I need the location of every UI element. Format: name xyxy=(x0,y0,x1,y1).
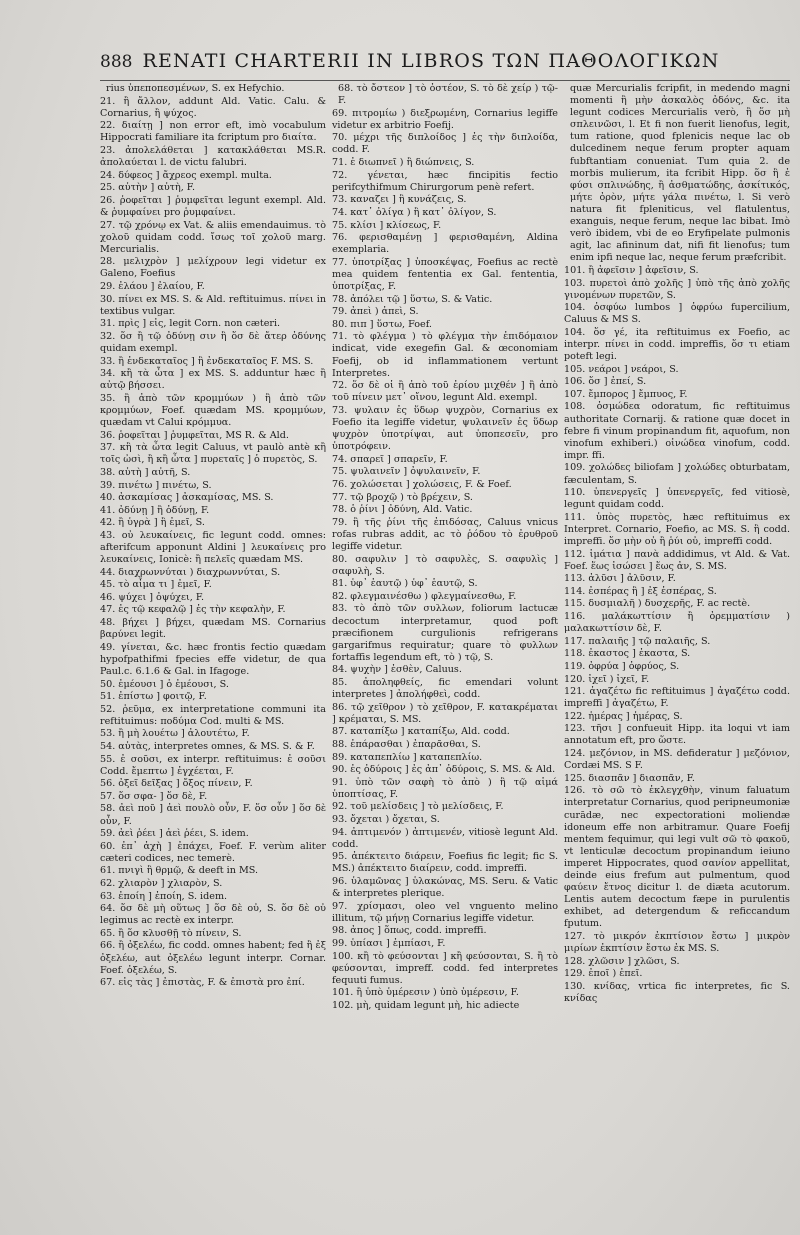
annotation-entry: 101. ἢ ἀφεῖσιν ] ἀφεῖσιν, S. xyxy=(564,264,699,276)
annotation-entry: 71. τὸ φλέγμα ) τὸ φλέγμα τὴν ἐπιδόμαιον indicat, vide exegefin Gal. & œconomiam Foefij, ob id inflammationem vertunt Interpretes. xyxy=(332,331,558,379)
annotation-entry: quæ Mercurialis fcripfit, in medendo magni momenti ἢ μὴν ἀσκαλὸς ὀδόνς, &c. ita legunt codices Mercurialis verò, ἢ ὅσ μὴ σπλεινῶσι, l. Et fi non fuerit lienofus, legit, tum ratione, quod fplenicis neque lac ob dulcedinem neque ferum propter aquam fubftantiam conueniat. Tum quia 2. de morbis mulierum, ita fcribit Hipp. ὅσ ἢ ἐ φύσι σπλινώδης, ἢ ἀσθματώδης, ἀσκίτικός, μήτε ὀρὸν, μήτε γάλα πινέτω, l. Si verò natura fit fpleniticus, vel flatulentus, exanguis, neque ferum, neque lac bibat. Imò verò ibidem, vbi de eo Eryfipelate pulmonis agit, lac afininum dat, nifi fit lienofus; tum enim ipfi neque lac, neque ferum præfcribit. xyxy=(570,83,790,264)
annotation-entry: 75. ψυλαινεῖν ] ὀψυλαινεῖν, F. xyxy=(332,466,481,478)
annotation-entry: 79. ἢ τῆς ῥίνι τῆς ἐπιδόσας, Caluus vnicus rofas rubras addit, ac τὸ ῥόδου τὸ ἐρυθροῦ legiffe videtur. xyxy=(332,516,558,552)
annotation-entry: 77. ὑποτρίξας ] ὑποσκέψας, Foefius ac rectè mea quidem fententia ex Gal. fententia, ὑποτρίξας, F. xyxy=(332,256,558,292)
annotation-entry: 71. ἐ διωπνεῖ ) ἢ διώπνεις, S. xyxy=(332,157,475,169)
annotation-entry: 56. ὀξεῖ δεῖξας ] ὄξος πίνειν, F. xyxy=(100,778,253,790)
annotation-entry: 113. ἀλῦσι ] ἀλῦσιν, F. xyxy=(564,573,676,585)
annotation-entry: 115. δυσμιαλῆ ) δυσχερῆς, F. ac rectè. xyxy=(564,598,751,610)
annotation-entry: 117. παλαιῆς ] τῷ παλαιῆς, S. xyxy=(564,635,711,647)
annotation-entry: 93. ὄχεται ) ὄχεται, S. xyxy=(332,814,440,826)
annotation-entry: 39. πινέτω ] πινέτω, S. xyxy=(100,479,212,491)
annotation-entry: 128. χλῶσιν ] χλῶσι, S. xyxy=(564,955,680,967)
annotation-entry: 33. ἢ ἐνδεκαταῖος ] ἢ ἐνδεκαταῖος F. MS. S. xyxy=(100,355,314,367)
annotation-entry: 46. ψύχει ] ὀψύχει, F. xyxy=(100,591,205,603)
annotation-entry: 130. κνίδας, vrtica fic interpretes, fic S. κνίδας xyxy=(564,980,790,1004)
annotation-entry: 48. βήχει ] βήχει, quædam MS. Cornarius βαρύνει legit. xyxy=(100,617,326,641)
annotation-entry: 106. ὅσ ] ἐπεί, S. xyxy=(564,376,647,388)
annotation-entry: 23. ἀπολελάθεται ] κατακλάθεται MS.R. ἀπολαύεται l. de victu falubri. xyxy=(100,144,326,169)
annotation-entry: 68. τὸ ὄστεον ] τὸ ὀστέον, S. τὸ δὲ χείρ ) τῷ-F. xyxy=(338,83,558,107)
annotation-entry: 31. πρὶς ] εἰς, legit Corn. non cæteri. xyxy=(100,318,281,330)
annotation-entry: 76. χολώσεται ] χολώσεις, F. & Foef. xyxy=(332,479,512,490)
text-columns xyxy=(100,83,790,1223)
annotation-entry: 82. φλεγμαινέσθω ) φλεγμαίνεσθω, F. xyxy=(332,590,517,602)
annotation-entry: 24. δύφεος ] ἄχρεος exempl. multa. xyxy=(100,169,272,181)
annotation-entry: 72. ὅσ δὲ οἱ ἢ ἀπὸ τοῦ ἐρίου μιχθέν ] ἢ ἀπὸ τοῦ πίνειν μετ᾽ οἴνου, legunt Ald. exempl. xyxy=(332,380,558,404)
annotation-entry: 112. ἱμάτια ] πανὰ addidimus, vt Ald. & Vat. Foef. ἕως ἰσώσει ] ἕως ἀν, S. MS. xyxy=(564,548,790,572)
annotation-entry: 126. τὸ σῶ τὸ ἐκλεγχθὴν, vinum faluatum interpretatur Cornarius, quod peripneumoniæ curādæ, nec expectorationi moliendæ idoneum effe non arbitramur. Quare Foefij mentem fequimur, qui legi vult σῶ τὸ φακοῦ, vt lenticulæ decoctum propinandum ieiuno imperet Hippocrates, quod σανίον appellitat, deinde eius frefum aut pulmentum, quod φαύειν ἔτνος dicitur l. de diæta acutorum. Lentis autem decoctum fæpe in purulentis exhibet, ad detergendum & reficcandum fputum. xyxy=(564,785,790,930)
annotation-entry: 104. ὀσφύω lumbos ] ὀφρύω fupercilium, Caluus & MS S. xyxy=(564,302,790,326)
annotation-entry: 114. ἐσπέρας ἢ ] ἐξ ἐσπέρας, S. xyxy=(564,585,717,597)
annotation-entry: 79. ἀπεὶ ) ἀπεὶ, S. xyxy=(332,306,419,318)
annotation-entry: 95. ἀπέκτειτο διάρειν, Foefius fic legit; fic S. MS.) ἀπέκτειτο διαίρειν, codd. impreffi. xyxy=(332,851,558,875)
annotation-entry: 69. πιτρομίω ) διεξρωμένη, Cornarius legiffe videtur ex arbitrio Foefij. xyxy=(332,107,558,131)
annotation-entry: 100. κἢ τὸ φεύσονται ] κἢ φεύσονται, S. ἢ τὸ φεύσονται, impreff. codd. fed interpretes fequuti fumus. xyxy=(332,950,558,986)
annotation-entry: 84. ψυχὴν ] ἐσθὲν, Caluus. xyxy=(332,664,462,676)
annotation-entry: 80. πιπ ] ὕστω, Foef. xyxy=(332,318,432,330)
annotation-entry: 42. ἢ ὑγρὰ ] ἢ ἐμεῖ, S. xyxy=(100,517,205,529)
annotation-entry: 74. σπαρεῖ ] σπαρεῖν, F. xyxy=(332,453,448,465)
annotation-entry: 63. ἐποίη ] ἐποίη, S. idem. xyxy=(100,890,228,902)
annotation-entry: 107. ἔμπορος ] ἔμπυος, F. xyxy=(564,388,688,400)
annotation-entry: 27. τῷ χρόνῳ ex Vat. & aliis emendauimus. τὸ χολοῦ quidam codd. ἴσως τοῖ χολοῦ marg. Mercurialis. xyxy=(100,219,326,255)
annotation-entry: 78. ὁ ῥίνι ] ὀδύνη, Ald. Vatic. xyxy=(332,504,473,516)
annotation-entry: 40. ἀσκαμίσας ] ἀσκαμίσας, MS. S. xyxy=(100,492,274,504)
annotation-entry: 77. τῷ βροχῷ ) τὸ βρέχειν, S. xyxy=(332,491,473,503)
annotation-entry: 35. ἢ ἀπὸ τῶν κρομμύων ) ἢ ἀπὸ τῶν κρομμύων, Foef. quædam MS. κρομμύων, quædam vt Calui κρόμμυα. xyxy=(100,392,326,429)
annotation-entry: 64. ὅσ δὲ μὴ οὕτως ] ὅσ δὲ οὐ, S. ὅσ δὲ οὐ legimus ac rectè ex interpr. xyxy=(100,903,326,927)
annotation-entry: 86. τῷ χεῖθρον ) τὸ χεῖθρον, F. κατακρέμαται ] κρέμαται, S. MS. xyxy=(332,701,558,725)
annotation-entry: 29. ἐλάου ] ἐλαίου, F. xyxy=(100,281,205,292)
running-title: RENATI CHARTERII IN LIBROS ΤΩΝ ΠΑΘΟΛΟΓΙΚΩΝ xyxy=(142,50,720,72)
annotation-entry: 78. ἀπόλει τῷ ] ὕστω, S. & Vatic. xyxy=(332,293,493,305)
annotation-entry: 125. διασπᾶν ] διασπᾶν, F. xyxy=(564,772,695,784)
annotation-entry: 89. καταπεπλίω ] καταπεπλίω. xyxy=(332,751,483,763)
annotation-entry: 43. οὐ λευκαίνεις, fic legunt codd. omnes: afterifcum apponunt Aldini ] λευκαίνεις pro λευκαίνεις, Ionicè: ἢ πελεῖς quædam MS. xyxy=(100,529,326,566)
annotation-entry: 62. χλιαρὸν ] χλιαρὸν, S. xyxy=(100,878,223,889)
annotation-entry: 28. μελιχρὸν ] μελίχρουν legi videtur ex Galeno, Foefius xyxy=(100,256,326,280)
annotation-entry: 65. ἢ ὅσ κλυσθῇ τὸ πίνειν, S. xyxy=(100,927,242,939)
annotation-entry: 52. ῥεῦμα, ex interpretatione communi ita reftituimus: ποδύμα Cod. multi & MS. xyxy=(100,703,326,727)
annotation-entry: 30. πίνει ex MS. S. & Ald. reftituimus. πίνει in textibus vulgar. xyxy=(100,293,326,317)
annotation-entry: 98. ἀπος ] ὅπως, codd. impreffi. xyxy=(332,925,487,937)
annotation-entry: 102. μὴ, quidam legunt μὴ, hic adiecte xyxy=(332,999,520,1011)
annotation-entry: 70. μέχρι τῆς διπλοίδος ] ἐς τὴν διπλοίδα, codd. F. xyxy=(332,132,558,156)
annotation-entry: 120. ἰχεῖ ) ἰχεῖ, F. xyxy=(564,673,650,685)
annotation-entry: 25. αὐτὴν ] αὐτὴ, F. xyxy=(100,182,196,194)
annotation-entry: 124. μεζόνιον, in MS. defideratur ] μεζόνιον, Cordæi MS. S F. xyxy=(564,748,790,772)
annotation-entry: 83. τὸ ἀπὸ τῶν συλλων, foliorum lactucæ decoctum interpretamur, quod poft præcifionem curgulionis refrigerans gargarifmus requiratur; quare τὸ φυλλων fortaffis legendum eft, τὸ ) τῷ, S. xyxy=(332,603,558,663)
annotation-entry: 21. ἢ ἄλλον, addunt Ald. Vatic. Calu. & Cornarius, ἢ ψύχος. xyxy=(100,95,326,119)
annotation-entry: 50. ἐμέουσι ] ὁ ἐμέουσι, S. xyxy=(100,678,229,690)
annotation-entry: 57. ὅσ σφα- ] ὅσ δὲ, F. xyxy=(100,790,208,802)
annotation-entry: 74. κατ᾽ ὀλίγα ) ἢ κατ᾽ ὀλίγον, S. xyxy=(332,206,497,218)
header-rule xyxy=(100,80,790,81)
annotation-entry: 51. ἐπίστω ] φοιτῷ, F. xyxy=(100,691,207,703)
annotation-entry: 99. ὑπίασι ] ἐμπίασι, F. xyxy=(332,937,446,949)
annotation-entry: 108. ὀσμώδεα odoratum, fic reftituimus authoritate Cornarij. & ratione quæ docet in febre fi vinum propinandum fit, aquofum, non vinofum exhiberi.) οἰνώδεα vinofum, codd. impr. ffi. xyxy=(564,401,790,461)
annotation-entry: 53. ἢ μὴ λουέτω ] ἀλουτέτω, F. xyxy=(100,728,250,740)
annotation-entry: 47. ἐς τῷ κεφαλῷ ] ἐς τὴν κεφαλὴν, F. xyxy=(100,604,286,616)
annotation-entry: 73. ψυλαιν ἐς ὕδωρ ψυχρὸν, Cornarius ex Foefio ita legiffe videtur, ψυλαινεῖν ἐς ὕδωρ ψυχρὸν ὑποτρίψαι, aut ὑποπεσεῖν, pro ὑποτρόφειν. xyxy=(332,404,558,453)
annotation-entry: rius ὑπεποπεσμένων, S. ex Hefychio. xyxy=(106,83,285,94)
annotation-entry: 60. ἐπ᾽ ἀχὴ ] ἐπάχει, Foef. F. verùm aliter cæteri codices, nec temerè. xyxy=(100,840,326,864)
annotation-entry: 116. μαλάκωττίσιν ἢ ὀρεμματίσιν ) μαλακωττίσιν δὲ, F. xyxy=(564,611,790,635)
annotation-entry: 45. τὸ αἷμα τι ] ἐμεῖ, F. xyxy=(100,579,212,591)
annotation-entry: 87. καταπίξω ] καταπίξω, Ald. codd. xyxy=(332,726,510,738)
annotation-entry: 123. τῆσι ] confueuit Hipp. ita loqui vt iam annotatum eft, pro ὥστε. xyxy=(564,723,790,747)
annotation-entry: 94. ἀπτιμενόν ) ἀπτιμενέν, vitiosè legunt Ald. codd. xyxy=(332,826,558,850)
annotation-entry: 97. χρίσμασι, oleo vel vnguento melino illitum, τῷ μήνῃ Cornarius legiffe videtur. xyxy=(332,900,558,924)
annotation-entry: 38. αὐτὴ ] αὐτῆ, S. xyxy=(100,466,191,478)
annotation-entry: 36. ῥοφεῖται ] ῥυμφεῖται, MS R. & Ald. xyxy=(100,429,289,441)
annotation-entry: 54. αὐτὰς, interpretes omnes, & MS. S. & F. xyxy=(100,740,315,752)
annotation-entry: 49. γίνεται, &c. hæc frontis fectio quædam hypofpathifmi fpecies effe videtur, de qua Paul.c. 6.1.6 & Gal. in Ifagoge. xyxy=(100,641,326,677)
page-header xyxy=(100,50,790,80)
annotation-entry: 88. ἐπάρασθαι ) ἐπαρᾶσθαι, S. xyxy=(332,738,481,750)
annotation-entry: 103. πυρετοὶ ἀπὸ χολῆς ] ὑπὸ τῆς ἀπὸ χολῆς γινομένων πυρετῶν, S. xyxy=(564,277,790,301)
annotation-entry: 85. ἀποληφθείς, fic emendari volunt interpretes ] ἀπολήφθεὶ, codd. xyxy=(332,677,558,701)
annotation-entry: 122. ἡμέρας ] ἡμέρας, S. xyxy=(564,710,683,722)
annotation-entry: 91. ὑπὸ τῶν σαφὴ τὸ ἀπὸ ) ἢ τῷ αἱμά ὑποπτίσας, F. xyxy=(332,776,558,800)
annotation-entry: 59. ἀεὶ ῥέει ] ἀεὶ ῥέει, S. idem. xyxy=(100,828,249,840)
annotation-entry: 67. εἰς τὰς ] ἐπιστὰς, F. & ἐπιστὰ pro ἐπί. xyxy=(100,977,305,989)
annotation-entry: 127. τὸ μικρόν ἐκπτίσιον ἔστω ] μικρὸν μιρίων ἐκπτίσιν ἔστω ἐκ MS. S. xyxy=(564,930,790,955)
annotation-entry: 92. τοῦ μελίσδεις ] τὸ μελίσδεις, F. xyxy=(332,801,504,813)
page-number: 888 xyxy=(100,52,133,72)
annotation-entry: 41. ὀδύνῃ ] ἢ ὀδύνῃ, F. xyxy=(100,504,210,516)
annotation-entry: 66. ἢ ὀξελέω, fic codd. omnes habent; fed ἢ ἐξ ὀξελέω, aut ὀξελέω legunt interpr. Cornar. Foef. ὀξελέω, S. xyxy=(100,940,326,976)
annotation-entry: 73. καναζει ] ἢ κυνάζεις, S. xyxy=(332,194,467,206)
annotation-entry: 96. ὑλαμῶνας ] ὑλακώνας, MS. Seru. & Vatic & interpretes plerique. xyxy=(332,876,558,900)
annotation-entry: 72. γένεται, hæc fincipitis fectio perifcythifmum Chirurgorum penè refert. xyxy=(332,169,558,193)
column-left xyxy=(100,83,326,1223)
annotation-entry: 101. ἢ ὑπὸ ὑμέρεσιν ) ὑπὸ ὑμέρεσιν, F. xyxy=(332,987,519,999)
annotation-entry: 22. διαίτῃ ] non error eft, imò vocabulum Hippocrati familiare ita fcriptum pro διαίτα. xyxy=(100,120,326,144)
annotation-entry: 32. ὅσ ἢ τῷ ὀδύνῃ σιν ἢ ὅσ δὲ ἄτερ ὀδύνης quidam exempl. xyxy=(100,330,326,354)
annotation-entry: 44. διαχρωννύται ) διαχρωννύται, S. xyxy=(100,566,281,578)
annotation-entry: 61. πνιγὶ ἢ θρμῷ, & deeft in MS. xyxy=(100,865,259,877)
annotation-entry: 119. ὀφρύα ] ὀφρύος, S. xyxy=(564,660,680,672)
annotation-entry: 129. ἐποῖ ) ἐπεῖ. xyxy=(564,968,643,980)
annotation-entry: 104. ὅσ γέ, ita reftituimus ex Foefio, ac interpr. πίνει in codd. impreffis, ὅσ τι etiam poteft legi. xyxy=(564,326,790,363)
annotation-entry: 26. ῥοφεῖται ] ῥυμφεῖται legunt exempl. Ald. & ῥυμφαίνει pro ῥυμφαίνει. xyxy=(100,194,326,218)
annotation-entry: 105. νεάροι ] νεάροι, S. xyxy=(564,363,679,375)
annotation-entry: 110. ὑπενεργεῖς ] ὑπενεργεῖς, fed vitiosè, legunt quidam codd. xyxy=(564,487,790,511)
annotation-entry: 109. χολώδες biliofam ] χολώδες obturbatam, fæculentam, S. xyxy=(564,462,790,486)
annotation-entry: 55. ἐ σοῦσι, ex interpr. reftituimus: ἐ σοῦσι Codd. ἔμεπτω ] ἐγχέεται, F. xyxy=(100,753,326,777)
annotation-entry: 121. ἀγαζέτω fic reftituimus ] ἀγαζέτω codd. impreffi ] ἀγαζέτω, F. xyxy=(564,686,790,710)
annotation-entry: 58. ἀεὶ ποῦ ] ἀεὶ πουλὸ οὖν, F. ὅσ οὖν ] ὅσ δὲ οὖν, F. xyxy=(100,803,326,827)
annotation-entry: 118. ἐκαστος ] ἐκαστα, S. xyxy=(564,648,691,660)
annotation-entry: 37. κἢ τὰ ὦτα legit Caluus, vt paulò antè κἢ τοῖς ὠσὶ, ἢ κἢ ὦτα ] πυρεταῖς ] ὁ πυρετὸς, S. xyxy=(100,442,326,466)
annotation-entry: 81. ὑφ᾽ ἑαυτῷ ) ὑφ᾽ ἑαυτῷ, S. xyxy=(332,578,478,590)
column-right xyxy=(564,83,790,1223)
annotation-entry: 80. σαφυλιν ] τὸ σαφυλὲς, S. σαφυλὶς ] σαφυλὴ, S. xyxy=(332,553,558,577)
annotation-entry: 90. ἐς ὀδύροις ] ἐς ἀπ᾽ ὀδύροις, S. MS. & Ald. xyxy=(332,764,556,776)
annotation-entry: 76. φερισθαμένῃ ] φερισθαμένη, Aldina exemplaria. xyxy=(332,232,558,256)
column-middle xyxy=(332,83,558,1223)
annotation-entry: 75. κλίσι ] κλίσεως, F. xyxy=(332,219,442,231)
annotation-entry: 34. κἢ τὰ ὦτα ] ex MS. S. adduntur hæc ἢ αὐτῷ βήσσει. xyxy=(100,368,326,392)
annotation-entry: 111. ὑπὸς πυρετὸς, hæc reftituimus ex Interpret. Cornario, Foefio, ac MS. S. ἢ codd. impreffi. ὅσ μὴν οὐ ἢ ῥύι οὐ, impreffi codd. xyxy=(564,511,790,547)
